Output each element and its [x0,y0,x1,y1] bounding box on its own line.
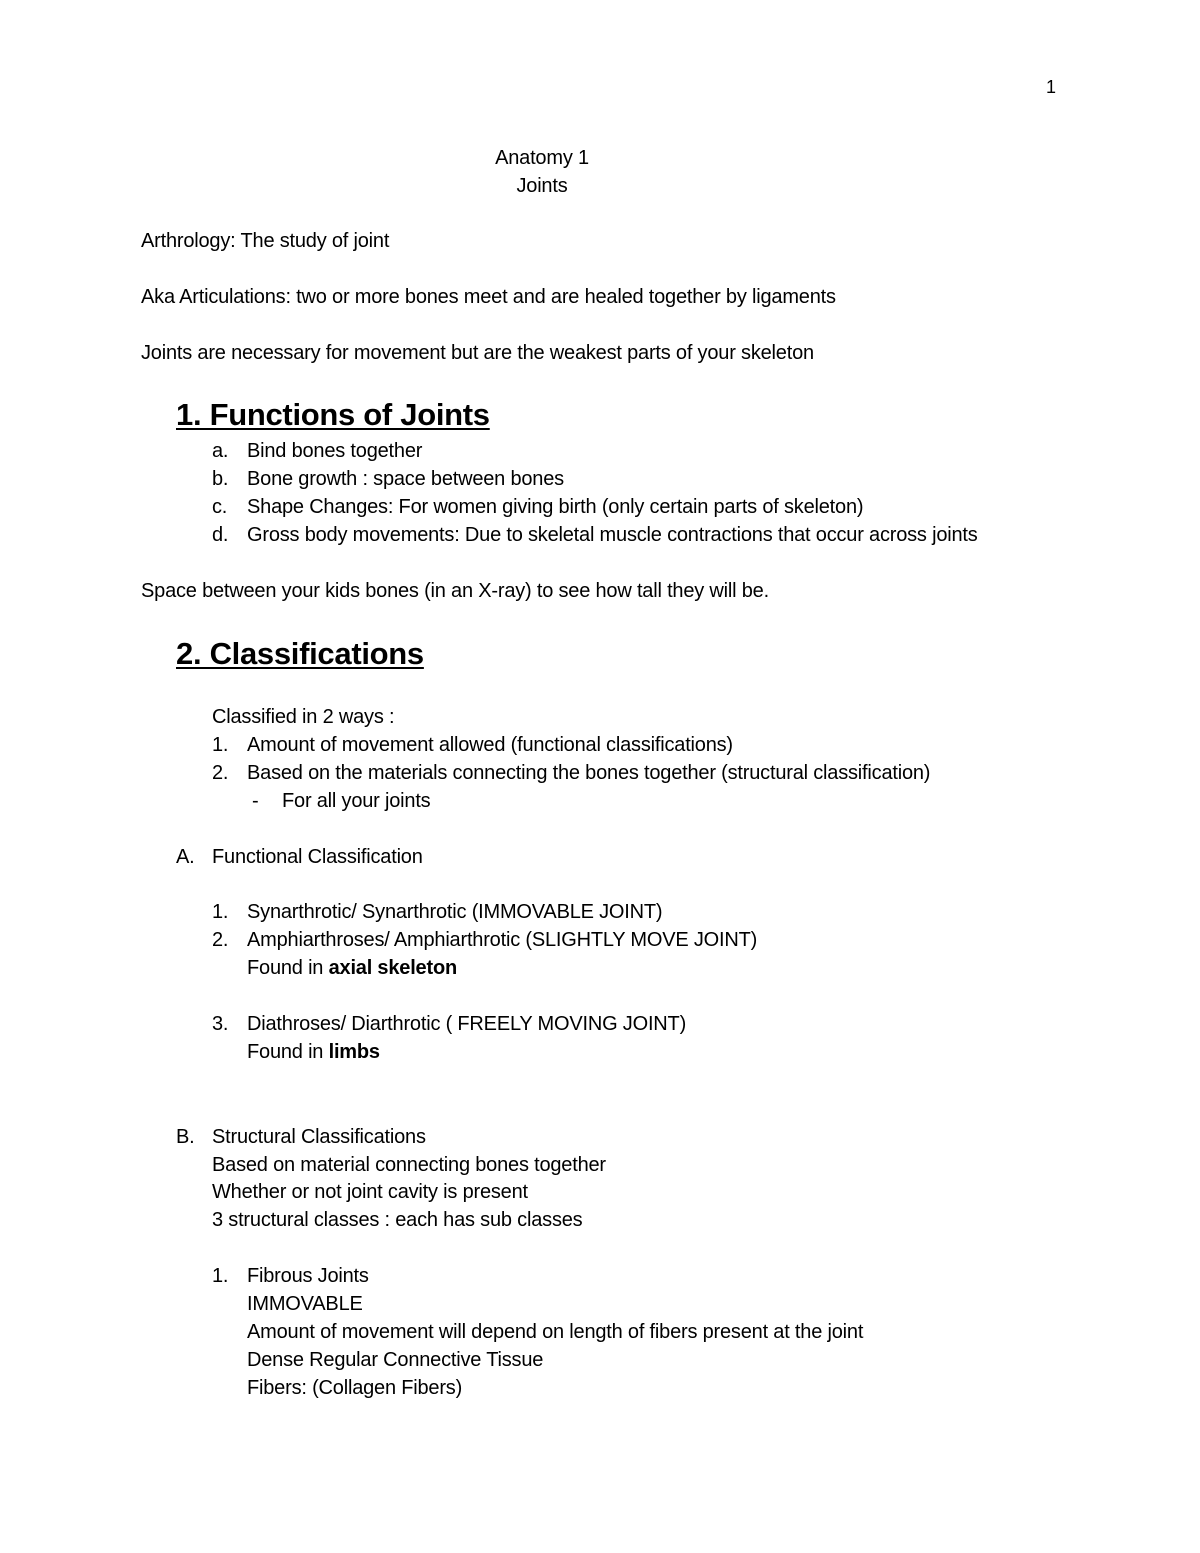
fibrous-line: Amount of movement will depend on length of fibers present at the joint [247,1321,864,1343]
section-heading-functions: 1. Functions of Joints [176,397,490,432]
list-marker: b. [212,468,229,490]
fibrous-line: IMMOVABLE [247,1293,363,1315]
found-in-location: limbs [328,1041,380,1063]
list-item: Shape Changes: For women giving birth (only certain parts of skeleton) [247,496,864,518]
list-marker: 2. [212,929,229,951]
list-item: Bind bones together [247,440,423,462]
list-item: Bone growth : space between bones [247,468,564,490]
fibrous-line: Fibers: (Collagen Fibers) [247,1377,463,1399]
found-in-line [247,1040,380,1064]
list-item: Based on the materials connecting the bones together (structural classification) [247,762,931,784]
bullet-item: For all your joints [282,790,431,812]
classified-intro: Classified in 2 ways : [212,706,395,728]
list-marker: 1. [212,1265,229,1287]
list-marker: B. [176,1126,195,1148]
list-marker: 3. [212,1013,229,1035]
document-title: Anatomy 1 [495,147,589,169]
list-marker: A. [176,846,195,868]
intro-joints-necessary: Joints are necessary for movement but are the weakest parts of your skeleton [141,342,814,364]
structural-line: Based on material connecting bones together [212,1154,606,1176]
list-marker: c. [212,496,228,518]
bullet-dash: - [252,790,259,812]
functional-classification-title: Functional Classification [212,846,423,868]
found-in-label: Found in [247,957,329,979]
list-marker: a. [212,440,229,462]
list-item: Amount of movement allowed (functional classifications) [247,734,733,756]
list-marker: 1. [212,901,229,923]
document-subtitle: Joints [516,175,568,197]
found-in-label: Found in [247,1041,329,1063]
structural-classification-title: Structural Classifications [212,1126,426,1148]
section-heading-classifications: 2. Classifications [176,636,424,671]
structural-line: Whether or not joint cavity is present [212,1181,528,1203]
fibrous-line: Dense Regular Connective Tissue [247,1349,544,1371]
list-item: Diathroses/ Diarthrotic ( FREELY MOVING JOINT) [247,1013,687,1035]
list-marker: 1. [212,734,229,756]
found-in-location: axial skeleton [328,957,457,979]
intro-arthrology: Arthrology: The study of joint [141,230,390,252]
intro-articulations: Aka Articulations: two or more bones meet and are healed together by ligaments [141,286,836,308]
found-in-line [247,956,457,980]
list-item: Synarthrotic/ Synarthrotic (IMMOVABLE JOINT) [247,901,663,923]
list-marker: 2. [212,762,229,784]
xray-note: Space between your kids bones (in an X-ray) to see how tall they will be. [141,580,769,602]
fibrous-joints-title: Fibrous Joints [247,1265,369,1287]
list-item: Amphiarthroses/ Amphiarthrotic (SLIGHTLY MOVE JOINT) [247,929,758,951]
list-marker: d. [212,524,229,546]
page-number: 1 [1046,77,1057,97]
structural-line: 3 structural classes : each has sub classes [212,1209,583,1231]
list-item: Gross body movements: Due to skeletal muscle contractions that occur across joints [247,524,978,546]
